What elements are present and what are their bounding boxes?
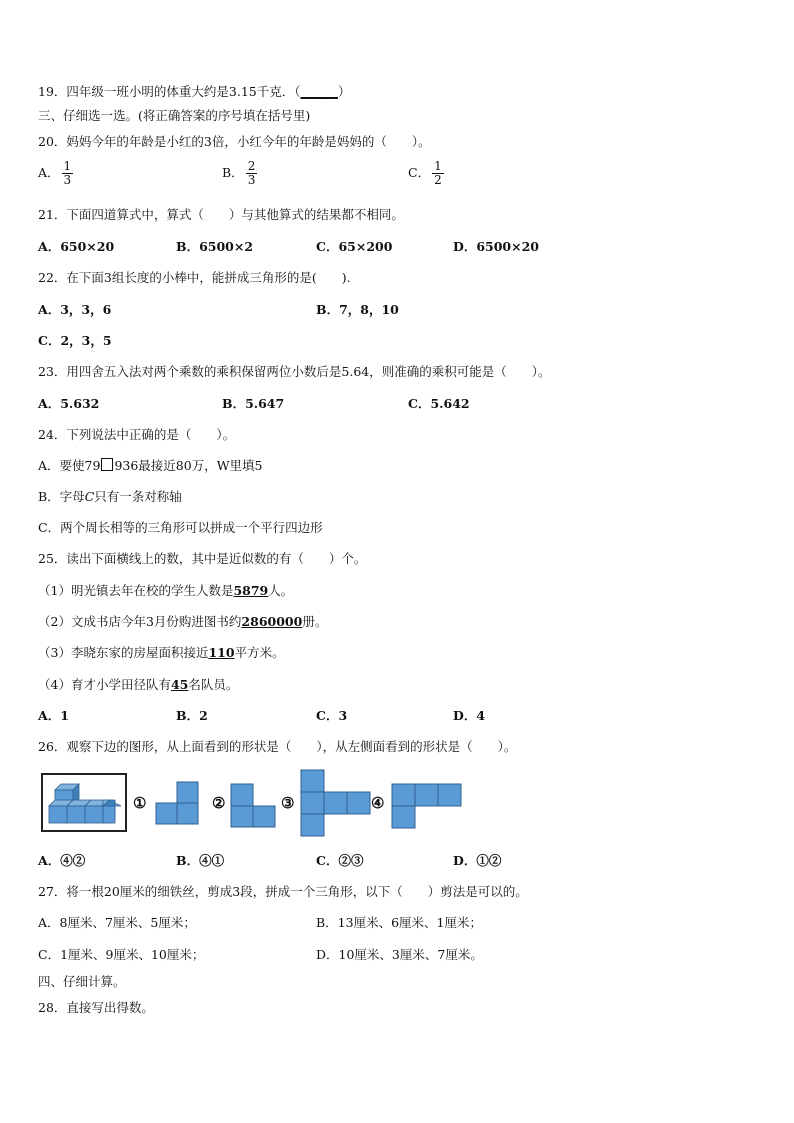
q22-option-c: C．2，3，5 <box>38 333 112 348</box>
q22-option-a: A．3，3，6 <box>38 302 112 317</box>
q26-option-a: A．④② <box>38 853 86 868</box>
q25-item-2: （2）文成书店今年3月份购进图书约2860000册。 <box>38 614 328 629</box>
q21-option-d: D．6500×20 <box>453 239 539 254</box>
q26-option-c: C．②③ <box>316 853 364 868</box>
question-28-stem: 28．直接写出得数。 <box>38 1000 154 1015</box>
question-26-stem: 26．观察下边的图形，从上面看到的形状是（ ），从左侧面看到的形状是（ ）。 <box>38 739 517 754</box>
q19-close: ） <box>338 84 351 99</box>
q20-option-b: B． $\frac{2}{3}$ <box>222 159 256 187</box>
q21-option-c: C．65×200 <box>316 239 393 254</box>
q26-option-d: D．①② <box>453 853 502 868</box>
q26-option-b: B．④① <box>176 853 225 868</box>
q25-item-1: （1）明光镇去年在校的学生人数是5879人。 <box>38 583 294 598</box>
question-19 <box>38 84 351 100</box>
figure-label-3: ③ <box>281 794 295 812</box>
q25-option-a: A．1 <box>38 708 69 723</box>
q20-option-c: C． $\frac{1}{2}$ <box>408 159 442 187</box>
q27-option-b: B．13厘米、6厘米、1厘米； <box>316 915 482 930</box>
cube-stack-drawing <box>43 775 125 830</box>
question-23-stem: 23．用四舍五入法对两个乘数的乘积保留两位小数后是5.64，则准确的乘积可能是（ ）。 <box>38 364 551 379</box>
q22-option-b: B．7，8，10 <box>316 302 399 317</box>
figure-label-1: ① <box>133 794 147 812</box>
q20-option-a: A． $\frac{1}{3}$ <box>38 159 72 187</box>
blank-box-icon <box>101 458 113 471</box>
q24-option-b: B．字母C只有一条对称轴 <box>38 489 182 504</box>
q25-item-3: （3）李晓东家的房屋面积接近110平方米。 <box>38 645 285 660</box>
q25-option-c: C．3 <box>316 708 348 723</box>
q27-option-a: A．8厘米、7厘米、5厘米； <box>38 915 196 930</box>
q25-option-d: D．4 <box>453 708 486 723</box>
question-24-stem: 24．下列说法中正确的是（ ）。 <box>38 427 236 442</box>
question-22-stem: 22．在下面3组长度的小棒中，能拼成三角形的是( ). <box>38 270 351 285</box>
cube-5 <box>103 800 121 823</box>
q25-item-4: （4）育才小学田径队有45名队员。 <box>38 677 239 692</box>
q21-option-a: A．650×20 <box>38 239 115 254</box>
view-2-shape <box>229 782 277 830</box>
q23-option-a: A．5.632 <box>38 396 100 411</box>
figure-label-2: ② <box>212 794 226 812</box>
q27-option-d: D．10厘米、3厘米、7厘米。 <box>316 947 483 962</box>
q25-option-b: B．2 <box>176 708 208 723</box>
fraction: $\frac{1}{2}$ <box>434 159 442 187</box>
q23-option-c: C．5.642 <box>408 396 470 411</box>
fraction: $\frac{1}{3}$ <box>63 159 72 187</box>
section-3-heading: 三、仔细选一选。(将正确答案的序号填在括号里) <box>38 108 311 123</box>
q19-text: 19．四年级一班小明的体重大约是3.15千克．（ <box>38 84 301 99</box>
section-4-heading: 四、仔细计算。 <box>38 974 126 989</box>
view-1-shape <box>154 780 200 828</box>
question-20-stem: 20．妈妈今年的年龄是小红的3倍，小红今年的年龄是妈妈的（ ）。 <box>38 134 431 149</box>
q23-option-b: B．5.647 <box>222 396 285 411</box>
q24-option-c: C．两个周长相等的三角形可以拼成一个平行四边形 <box>38 520 323 535</box>
q19-blank: ______ <box>300 84 338 99</box>
q21-option-b: B．6500×2 <box>176 239 254 254</box>
question-25-stem: 25．读出下面横线上的数，其中是近似数的有（ ）个。 <box>38 551 367 566</box>
fraction: $\frac{2}{3}$ <box>247 159 256 187</box>
q24-option-a: A．要使79 936最接近80万，W里填5 <box>38 458 263 473</box>
figure-label-4: ④ <box>371 794 385 812</box>
view-3-shape <box>299 768 372 838</box>
view-4-shape <box>390 782 463 830</box>
question-21-stem: 21．下面四道算式中，算式（ ）与其他算式的结果都不相同。 <box>38 207 404 222</box>
q27-option-c: C．1厘米、9厘米、10厘米； <box>38 947 205 962</box>
question-27-stem: 27．将一根20厘米的细铁丝，剪成3段，拼成一个三角形，以下（ ）剪法是可以的。 <box>38 884 528 899</box>
